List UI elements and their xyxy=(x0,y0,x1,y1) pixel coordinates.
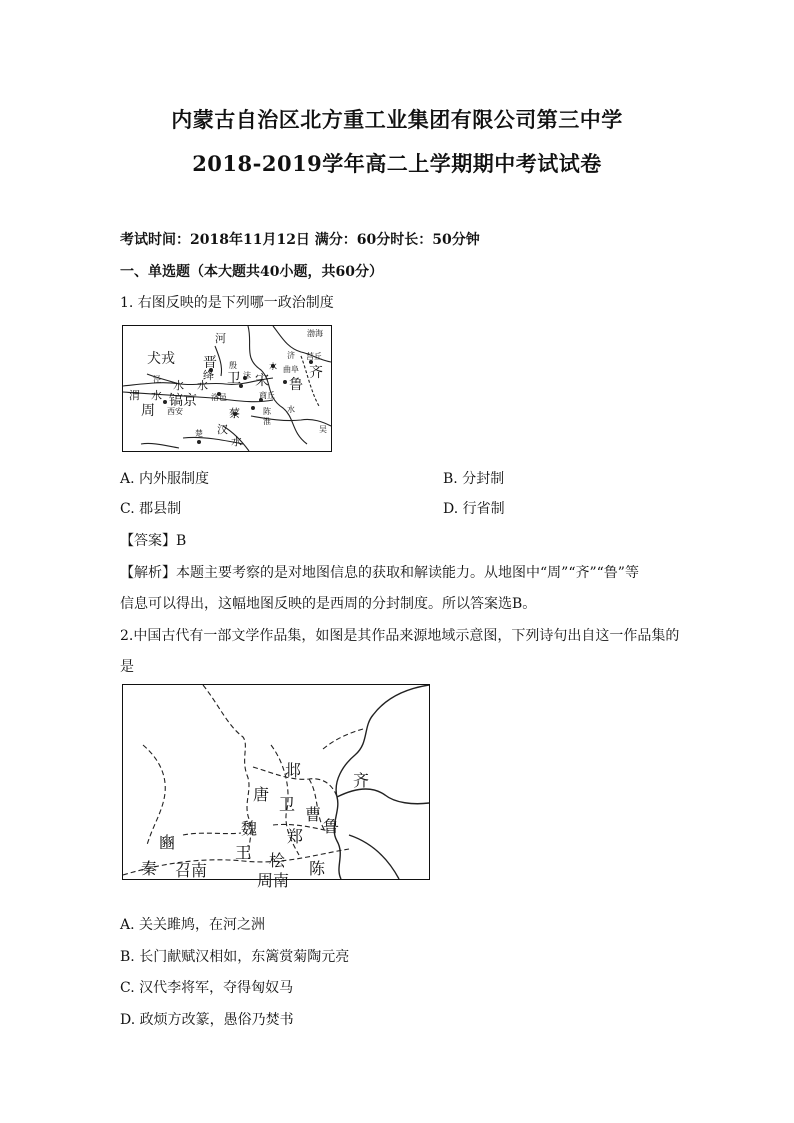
map1-label: 水 xyxy=(287,405,295,414)
q1-option-a: A. 内外服制度 xyxy=(120,471,210,487)
map1-label: 水 xyxy=(173,379,184,392)
map2-label: 王 xyxy=(235,843,252,862)
map1-label: 殷 xyxy=(229,361,237,370)
map2-label: 齐 xyxy=(353,771,370,790)
map2-label: 卫 xyxy=(279,795,296,814)
map2-label: 豳 xyxy=(159,833,176,852)
q1-answer: 【答案】B xyxy=(120,533,187,549)
q2-stem-line-1: 2.中国古代有一部文学作品集，如图是其作品来源地域示意图，下列诗句出自这一作品集的 xyxy=(120,628,680,644)
map1-label: 济 xyxy=(287,351,295,360)
map1-label: 河 xyxy=(215,332,226,345)
map1-label: 渤海 xyxy=(307,329,323,338)
map2-label: 召南 xyxy=(175,861,208,880)
map1-label: 淮 xyxy=(263,417,271,426)
q1-option-c: C. 郡县制 xyxy=(120,501,182,517)
map1-label: 吴 xyxy=(319,425,327,434)
q2-stem-line-2: 是 xyxy=(120,659,134,675)
map1-label: 楚 xyxy=(195,429,203,438)
map1-label: 商丘 xyxy=(259,391,275,400)
map2-label: 曹 xyxy=(305,805,322,824)
map2-label: 陈 xyxy=(309,859,326,878)
section-heading: 一、单选题（本大题共40小题，共60分） xyxy=(120,264,383,280)
title-line-1: 内蒙古自治区北方重工业集团有限公司第三中学 xyxy=(171,107,623,132)
map1-label: 绛 xyxy=(203,369,214,382)
q2-option-c: C. 汉代李将军，夺得匈奴马 xyxy=(120,980,294,996)
q1-option-d: D. 行省制 xyxy=(443,501,505,517)
q1-map xyxy=(122,325,332,452)
map1-label: 齐 xyxy=(309,365,323,381)
map1-label: 莒丘 xyxy=(306,352,322,361)
map1-label: 晋 xyxy=(203,355,217,371)
map1-label: 泾 xyxy=(153,375,161,384)
map1-label: 沫 xyxy=(243,371,251,380)
map1-label: 渭 xyxy=(129,389,140,402)
q1-option-b: B. 分封制 xyxy=(443,471,505,487)
map1-label: 水 xyxy=(269,362,277,371)
q1-stem: 1. 右图反映的是下列哪一政治制度 xyxy=(120,295,334,311)
map1-label: 西安 xyxy=(167,407,183,416)
map1-label: 宋 xyxy=(255,373,269,389)
q2-option-d: D. 政烦方改篆，愚俗乃焚书 xyxy=(120,1012,294,1028)
map1-label: 水 xyxy=(151,389,162,402)
map1-label: 水 xyxy=(231,435,242,448)
map1-label: 周 xyxy=(141,403,155,419)
map2-label: 郑 xyxy=(287,827,304,846)
map2-label: 周南 xyxy=(257,871,290,890)
map1-label: 卫 xyxy=(227,371,241,387)
map1-label: 镐京 xyxy=(169,393,197,409)
q2-map xyxy=(122,684,430,890)
q2-option-a: A. 关关雎鸠，在河之洲 xyxy=(120,917,266,933)
title-line-2: 2018-2019学年高二上学期期中考试试卷 xyxy=(192,151,602,176)
map2-label: 桧 xyxy=(269,851,286,870)
map2-label: 邶 xyxy=(285,761,302,780)
map1-label: 汉 xyxy=(217,423,228,436)
map1-label: 鲁 xyxy=(289,377,303,393)
map1-label: 蔡 xyxy=(229,407,240,420)
q2-option-b: B. 长门献赋汉相如，东篱赏菊陶元亮 xyxy=(120,949,350,965)
map1-label: 洛邑 xyxy=(211,393,227,402)
map2-label: 唐 xyxy=(253,785,270,804)
map2-label: 鲁 xyxy=(323,817,340,836)
map2-label: 魏 xyxy=(241,819,258,838)
map1-label: 水 xyxy=(197,379,208,392)
q1-analysis-line-2: 信息可以得出，这幅地图反映的是西周的分封制度。所以答案选B。 xyxy=(120,596,537,612)
exam-info: 考试时间：2018年11月12日 满分：60分时长：50分钟 xyxy=(120,232,480,248)
q1-analysis-line-1: 【解析】本题主要考察的是对地图信息的获取和解读能力。从地图中“周”“齐”“鲁”等 xyxy=(120,565,639,581)
map2-label: 秦 xyxy=(141,859,158,878)
map1-label: 曲阜 xyxy=(283,365,299,374)
map1-label: 陈 xyxy=(263,407,271,416)
map1-label: 犬戎 xyxy=(147,351,175,367)
